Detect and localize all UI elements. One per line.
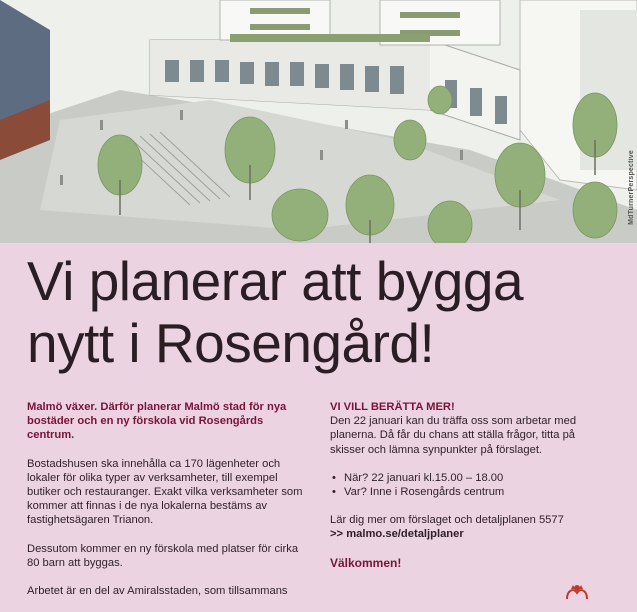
event-where: • Var? Inne i Rosengårds centrum [330,485,580,499]
left-column [27,400,309,612]
illustration-svg [0,0,637,243]
event-details-list [330,471,580,499]
headline-line-2: nytt i Rosengård! [27,312,435,374]
welcome-text: Välkommen! [330,555,402,570]
lead-paragraph: Malmö växer. Därför planerar Malmö stad för nya bostäder och en ny förskola vid Rosengårds centrum. [27,401,287,442]
detailplan-link-line [330,527,580,541]
headline-line-1: Vi planerar att bygga [27,250,524,312]
malmo-logo-icon [563,583,591,600]
event-when: • När? 22 januari kl.15.00 – 18.00 [330,471,580,485]
link-arrow: >> [330,528,344,541]
body-paragraph-3: Arbetet är en del av Amiralsstaden, som tillsammans [27,585,288,598]
info-intro: Den 22 januari kan du träffa oss som arbetar med planerna. Då får du chans att ställa frågor, titta på skisser och lämna synpunkter på förslaget. [330,415,577,456]
architectural-illustration [0,0,637,243]
detailplan-link[interactable]: malmo.se/detaljplaner [346,528,464,541]
image-credit: MdTurnerPerspective [628,150,635,225]
right-column [330,400,580,584]
info-heading: VI VILL BERÄTTA MER! [330,401,455,413]
headline [27,250,523,374]
more-info-text: Lär dig mer om förslaget och detaljplanen 5577 [330,514,564,527]
body-paragraph-2: Dessutom kommer en ny förskola med platser för cirka 80 barn att byggas. [27,542,299,569]
body-paragraph-1: Bostadshusen ska innehålla ca 170 lägenheter och lokaler för olika typer av verksamheter, till exempel butiker och restauranger. Exakt vilka verksamheter som kommer att finnas i de nya lokalerna bestäms av fastighetsägaren Trianon. [27,457,303,527]
